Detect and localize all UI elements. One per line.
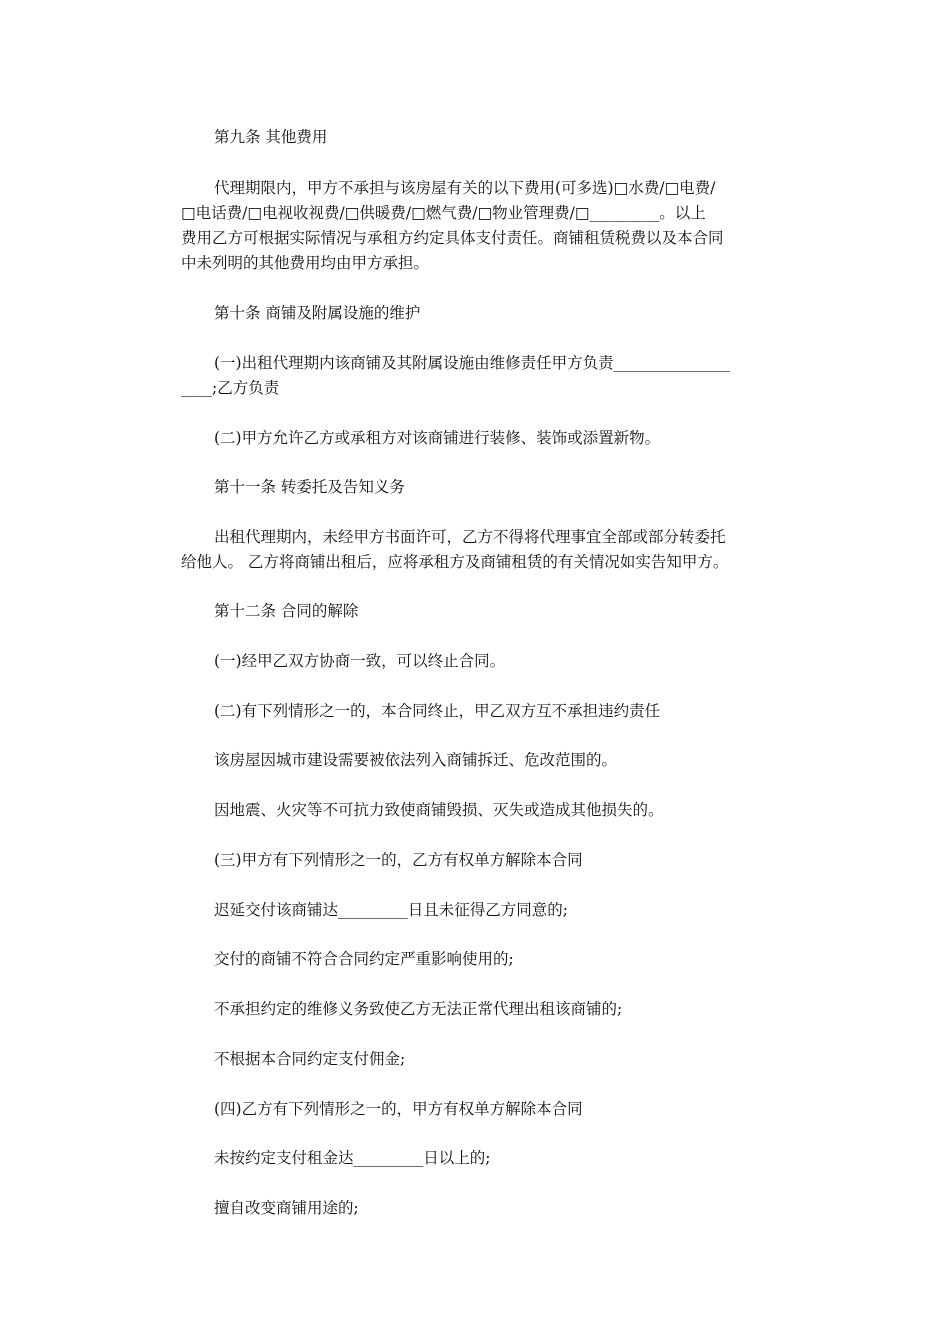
- article-12-clause-3-item-b: 交付的商铺不符合合同约定严重影响使用的;: [214, 950, 514, 968]
- article-10-clause-1-line-1: (一)出租代理期内该商铺及其附属设施由维修责任甲方负责_______________: [214, 354, 730, 372]
- article-9-heading: 第九条 其他费用: [214, 128, 328, 146]
- article-12-clause-2: (二)有下列情形之一的，本合同终止，甲乙双方互不承担违约责任: [214, 702, 661, 720]
- article-12-clause-3-item-d: 不根据本合同约定支付佣金;: [214, 1050, 406, 1068]
- article-12-clause-2-item-b: 因地震、火灾等不可抗力致使商铺毁损、灭失或造成其他损失的。: [214, 801, 664, 819]
- article-9-body-line-1: 代理期限内，甲方不承担与该房屋有关的以下费用(可多选)□水费/□电费/: [214, 179, 716, 197]
- article-10-heading: 第十条 商铺及附属设施的维护: [214, 304, 421, 322]
- article-11-body-line-2: 给他人。 乙方将商铺出租后，应将承租方及商铺租赁的有关情况如实告知甲方。: [181, 553, 729, 571]
- article-12-clause-4: (四)乙方有下列情形之一的，甲方有权单方解除本合同: [214, 1100, 583, 1118]
- article-9-body-line-4: 中未列明的其他费用均由甲方承担。: [181, 254, 430, 272]
- article-9-body-line-2: □电话费/□电视收视费/□供暖费/□燃气费/□物业管理费/□_________。以上: [181, 204, 706, 222]
- article-12-heading: 第十二条 合同的解除: [214, 602, 359, 620]
- article-12-clause-4-item-b: 擅自改变商铺用途的;: [214, 1199, 359, 1217]
- article-12-clause-1: (一)经甲乙双方协商一致，可以终止合同。: [214, 652, 506, 670]
- article-12-clause-4-item-a: 未按约定支付租金达_________日以上的;: [214, 1149, 491, 1167]
- article-12-clause-2-item-a: 该房屋因城市建设需要被依法列入商铺拆迁、危改范围的。: [214, 751, 618, 769]
- article-12-clause-3: (三)甲方有下列情形之一的，乙方有权单方解除本合同: [214, 851, 583, 869]
- article-10-clause-2: (二)甲方允许乙方或承租方对该商铺进行装修、装饰或添置新物。: [214, 429, 661, 447]
- article-12-clause-3-item-c: 不承担约定的维修义务致使乙方无法正常代理出租该商铺的;: [214, 1000, 623, 1018]
- article-12-clause-3-item-a: 迟延交付该商铺达_________日且未征得乙方同意的;: [214, 901, 568, 919]
- article-10-clause-1-line-2: ____;乙方负责: [181, 379, 280, 397]
- article-11-heading: 第十一条 转委托及告知义务: [214, 478, 405, 496]
- article-9-body-line-3: 费用乙方可根据实际情况与承租方约定具体支付责任。商铺租赁税费以及本合同: [181, 229, 724, 247]
- article-11-body-line-1: 出租代理期内，未经甲方书面许可，乙方不得将代理事宜全部或部分转委托: [214, 528, 726, 546]
